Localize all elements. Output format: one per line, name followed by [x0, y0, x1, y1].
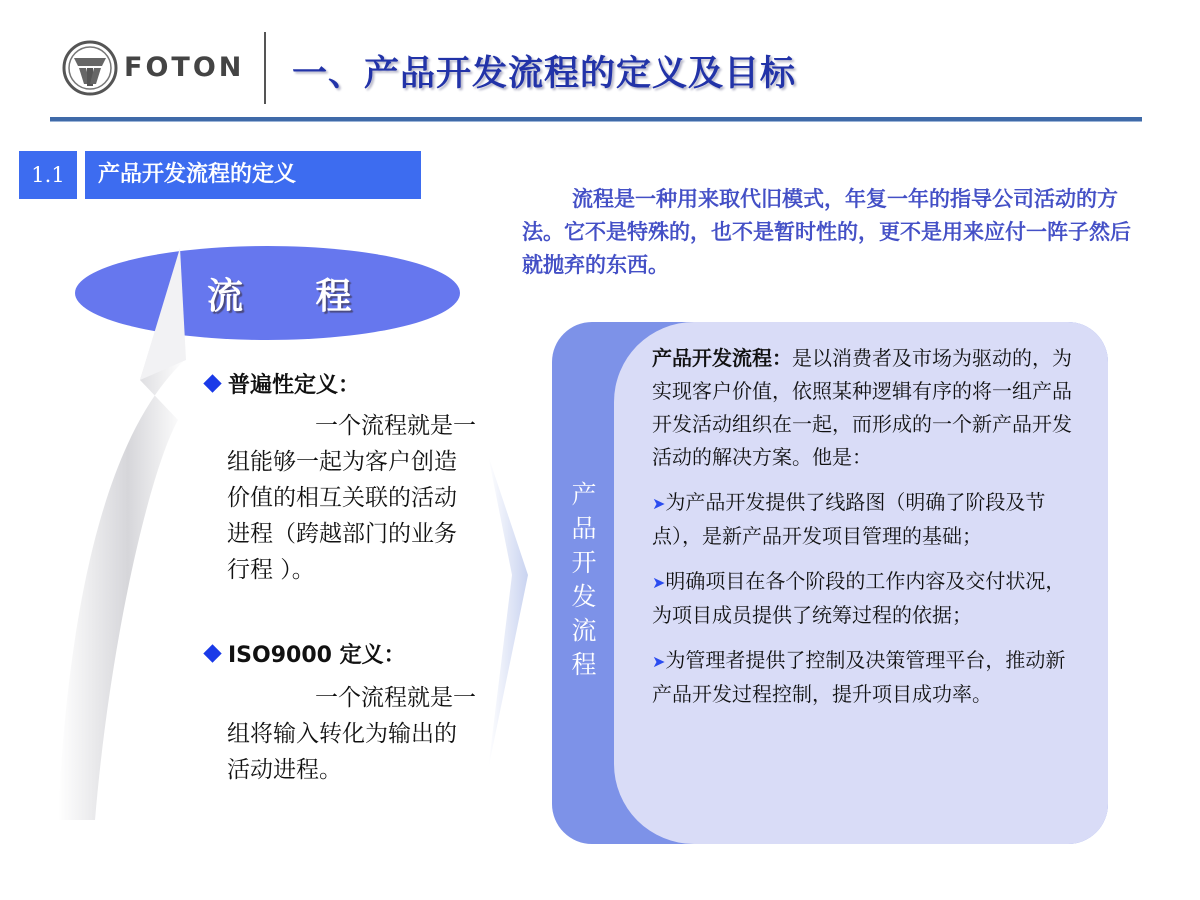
logo-wordmark: FOTON: [124, 52, 245, 83]
intro-text: 流程是一种用来取代旧模式，年复一年的指导公司活动的方法。它不是特殊的，也不是暂时性的，更不是用来应付一阵子然后就抛弃的东西。: [522, 187, 1131, 277]
triangle-bullet-icon: ➤: [652, 652, 666, 671]
page-title: 一、产品开发流程的定义及目标: [292, 54, 797, 94]
panel-bullet: [652, 644, 1080, 711]
panel-lead-text: 是以消费者及市场为驱动的，为实现客户价值，依照某种逻辑有序的将一组产品开发活动组织在一起，而形成的一个新产品开发活动的解决方案。他是：: [652, 346, 1072, 469]
panel-content: [614, 322, 1108, 844]
panel-side-label: 产品开发流程: [571, 480, 597, 679]
ellipse-label: 流 程: [207, 276, 382, 317]
panel-lead: [652, 342, 1080, 474]
section-title: 产品开发流程的定义: [85, 151, 421, 199]
general-definition-heading-text: 普遍性定义：: [228, 373, 361, 398]
panel-bullet-text: 明确项目在各个阶段的工作内容及交付状况，为项目成员提供了统筹过程的依据；: [652, 569, 1066, 627]
triangle-bullet-icon: ➤: [652, 573, 666, 592]
section-number: 1.1: [19, 151, 77, 199]
panel-bullet: [652, 486, 1080, 553]
panel-bullet-text: 为产品开发提供了线路图（明确了阶段及节点），是新产品开发项目管理的基础；: [652, 490, 1046, 548]
panel-bullet-text: 为管理者提供了控制及决策管理平台，推动新产品开发过程控制，提升项目成功率。: [652, 648, 1066, 706]
iso-definition-text: 一个流程就是一组将输入转化为输出的活动进程。: [227, 685, 476, 783]
panel-lead-bold: 产品开发流程：: [652, 346, 792, 370]
iso-definition-heading-text: ISO9000 定义：: [228, 643, 406, 668]
panel-bullet: [652, 565, 1080, 632]
general-definition-text: 一个流程就是一组能够一起为客户创造价值的相互关联的活动进程（跨越部门的业务行程 ）。: [227, 413, 476, 583]
triangle-bullet-icon: ➤: [652, 494, 666, 513]
